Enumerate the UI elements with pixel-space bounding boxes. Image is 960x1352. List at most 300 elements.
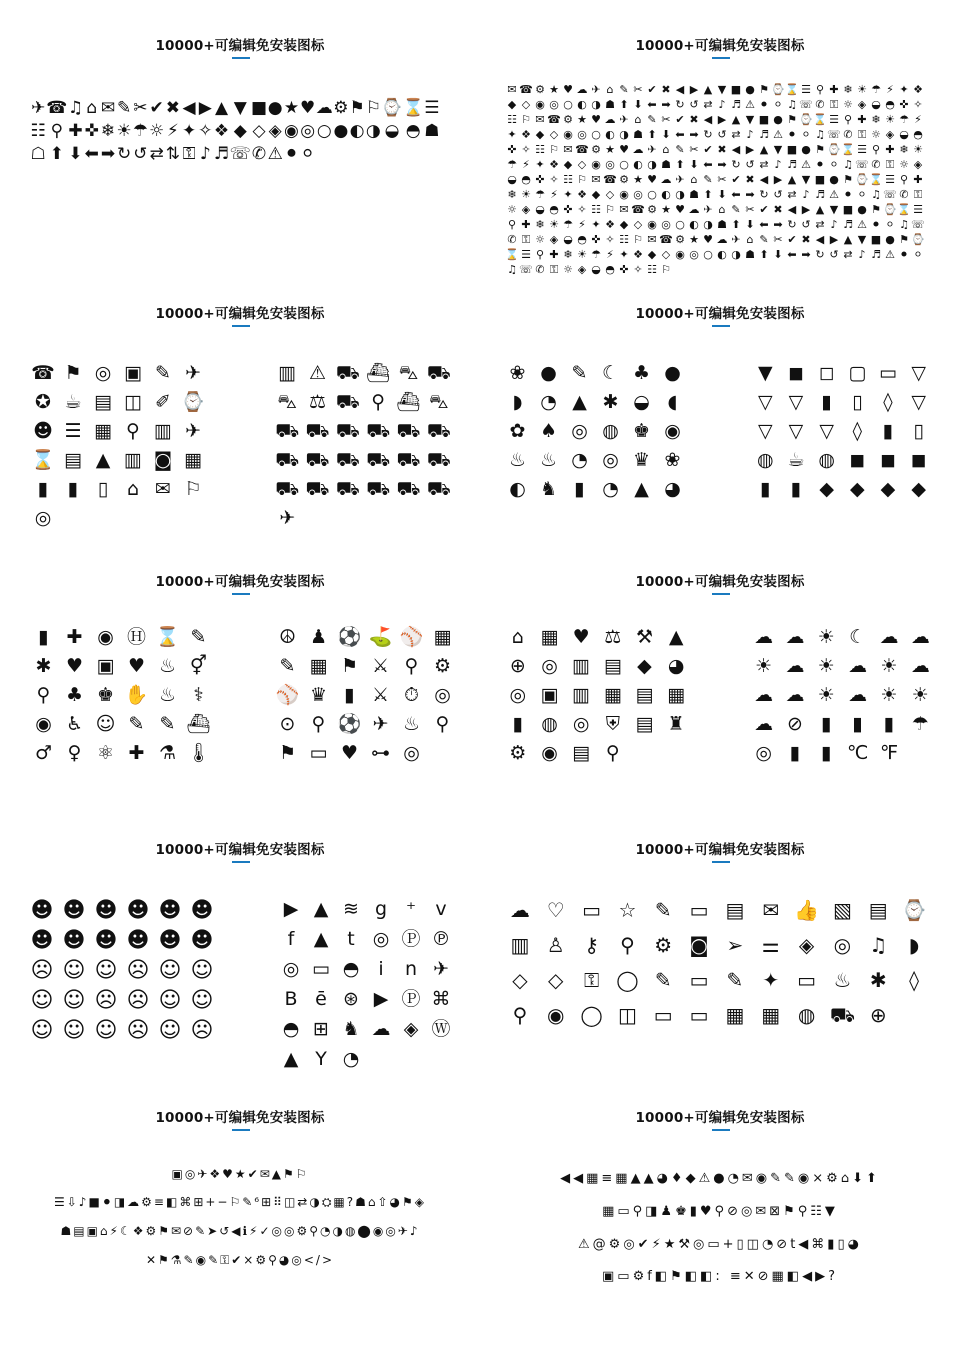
dense-web-icons-icon: ◉ [591, 158, 601, 171]
dense-web-icons-icon: ☼ [871, 128, 881, 141]
emoji-icons-icon: ☹ [126, 958, 150, 983]
medical-icons-icon: ⚥ [189, 655, 208, 677]
medical-icons-icon: ♂ [34, 742, 53, 764]
title-underline [232, 57, 250, 59]
dense-web-icons-icon: ⚑ [787, 113, 797, 126]
sport-icons-icon: ♨ [402, 713, 421, 735]
dense-web-icons-icon: ☀ [885, 113, 895, 126]
sport-icons-icon: ⚑ [278, 742, 297, 764]
drink-icons-icon: ▽ [758, 391, 773, 413]
food-icons-icon: ◔ [540, 391, 557, 413]
social-icons-icon: ◎ [372, 928, 390, 950]
dense-web-icons-icon: ☼ [843, 98, 853, 111]
dense-web-icons-icon: ❄ [871, 113, 881, 126]
general-ui-icons-icon: ↻ [117, 144, 132, 164]
dense-web-icons-icon: ⌚ [911, 233, 925, 246]
medical-icons-icon: ✚ [66, 626, 83, 648]
outline-icons-icon: ⌚ [901, 898, 927, 922]
emoji-icons-icon: ☺ [62, 988, 86, 1013]
dense-web-icons-icon: ✦ [899, 83, 909, 96]
office-icons-icon: ▮ [37, 478, 49, 500]
dense-web-icons-icon: ☂ [871, 83, 881, 96]
dense-web-icons-icon: ↻ [815, 248, 825, 261]
dense-web-icons-icon: ☰ [913, 203, 923, 216]
dense-web-icons-icon: ■ [730, 83, 742, 96]
dense-web-icons-icon: ◐ [577, 98, 587, 111]
food-icons-icon: ♣ [632, 362, 651, 384]
food-icons-icon: ◎ [571, 420, 588, 442]
dense-web-icons-icon: ↺ [829, 248, 839, 261]
dense-web-icons-icon: ★ [689, 233, 699, 246]
dense-web-icons-icon: ◆ [591, 188, 601, 201]
dense-web-icons-icon: ♪ [746, 128, 754, 141]
dense-web-icons-icon: ⌂ [634, 113, 642, 126]
dense-web-icons-icon: ⚿ [913, 188, 923, 201]
dense-web-icons-icon: ◑ [591, 98, 601, 111]
drink-icons-icon: ◆ [911, 478, 926, 500]
dense-web-icons-icon: ☷ [647, 263, 657, 276]
dense-web-icons-icon: ✂ [633, 83, 643, 96]
office-icons-icon: ▦ [184, 449, 202, 471]
dense-web-icons-icon: ☷ [591, 203, 601, 216]
office-icons-icon: ◎ [94, 362, 112, 384]
dense-web-icons-icon: ♪ [830, 218, 838, 231]
social-icons-icon: ⌘ [431, 988, 451, 1010]
dense-web-icons-icon: ✈ [731, 233, 741, 246]
dense-web-icons-icon: ♥ [619, 143, 629, 156]
dense-web-icons-icon: ⬆ [647, 128, 657, 141]
food-icons-icon: ♠ [539, 420, 558, 442]
social-icons-icon: ▲ [313, 928, 329, 950]
general-ui-icons-icon: ✎ [117, 98, 132, 118]
social-icons-icon: Y [315, 1048, 327, 1070]
dense-web-icons-icon: ↻ [731, 158, 741, 171]
weather-icons-icon: ☀ [817, 626, 835, 648]
icon-grid-emoji [26, 900, 218, 1042]
dense-web-icons-icon: ⚙ [535, 83, 545, 96]
general-ui-icons-icon: ◉ [284, 121, 299, 141]
dense-web-icons-icon: ⚫ [843, 188, 853, 201]
sport-icons-icon: ▦ [309, 655, 328, 677]
dense-web-icons-icon: ⇄ [787, 188, 797, 201]
weather-icons-icon: ☀ [880, 684, 898, 706]
transport-icons-icon: ⛟ [396, 478, 421, 500]
dense-web-icons-icon: ⌛ [813, 113, 827, 126]
sport-icons-icon: ⚲ [435, 713, 450, 735]
dense-web-icons-icon: ✧ [577, 203, 587, 216]
dense-web-icons-icon: ◑ [675, 188, 685, 201]
slide-title: 10000+可编辑免安装图标 [635, 38, 805, 54]
outline-icons-icon: ◗ [908, 933, 920, 957]
emoji-icons-icon: ☹ [30, 958, 54, 983]
dense-web-icons-icon: ✧ [549, 173, 559, 186]
general-ui-icons-icon: ◎ [300, 121, 316, 141]
general-ui-icons-icon: ✚ [68, 121, 83, 141]
social-icons-icon: ⊞ [313, 1018, 329, 1040]
general-ui-icons-icon: ⚲ [50, 121, 64, 141]
weather-icons-icon: ☁ [785, 684, 805, 706]
dense-web-icons-icon: ↺ [773, 188, 783, 201]
drink-icons-icon: ▼ [758, 362, 773, 384]
outline-icons-icon: ◇ [512, 968, 528, 992]
dense-web-icons-icon: ✧ [913, 98, 923, 111]
food-icons-icon: ◉ [664, 420, 681, 442]
dense-web-icons-icon: ⚐ [549, 143, 559, 156]
weather-icons-icon: ▮ [883, 713, 895, 735]
outline-icons-icon: ▧ [832, 898, 852, 922]
dense-web-icons-icon: ⌛ [841, 143, 855, 156]
title-underline [712, 57, 730, 59]
general-ui-icons-icon: ▲ [214, 98, 229, 118]
dense-web-icons-icon: ◉ [675, 248, 685, 261]
general-ui-icons-icon: ★ [283, 98, 300, 118]
food-icons-icon: ▲ [572, 391, 587, 413]
general-ui-icons-icon: ✆ [251, 144, 267, 164]
office-icons-icon: ⚲ [126, 420, 140, 442]
office-icons-icon: ✈ [185, 420, 201, 442]
dense-web-icons-icon: ✉ [647, 233, 657, 246]
drink-icons-icon: ▮ [821, 391, 832, 413]
outline-icons-icon: 👍 [794, 898, 820, 922]
dense-web-icons-icon: ⚪ [857, 188, 867, 201]
dense-web-icons-icon: ⬇ [773, 248, 783, 261]
sport-icons-icon: ◎ [403, 742, 420, 764]
medical-icons-icon: ⚲ [36, 684, 51, 706]
icon-grid-sport [272, 628, 458, 763]
icon-grid-dense [505, 84, 925, 275]
slide-title: 10000+可编辑免安装图标 [155, 842, 325, 858]
dense-web-icons-icon: ♥ [591, 113, 601, 126]
medical-icons-icon: ⚕ [193, 684, 204, 706]
outline-icons-icon: ◇ [548, 968, 564, 992]
finance-icons-icon: ▥ [572, 684, 591, 706]
icon-row-2: ▦▭⚲◨♟♚▮♥⚲⊘◎✉⊠⚑⚲☷▼ [602, 1204, 838, 1219]
transport-icons-icon: ⛟ [366, 449, 391, 471]
drink-icons-icon: ▽ [911, 391, 926, 413]
dense-web-icons-icon: ◓ [605, 263, 615, 276]
dense-web-icons-icon: ★ [605, 143, 615, 156]
general-ui-icons-icon: ⚿ [182, 144, 196, 164]
dense-web-icons-icon: ☀ [549, 218, 559, 231]
outline-icons-icon: ▤ [868, 898, 888, 922]
title-underline [712, 861, 730, 863]
medical-icons-icon: ✎ [128, 713, 145, 735]
dense-web-icons-icon: ✚ [857, 113, 867, 126]
general-ui-icons-icon: ⚠ [267, 144, 283, 164]
dense-web-icons-icon: ✈ [675, 173, 685, 186]
dense-web-icons-icon: ⚫ [787, 128, 797, 141]
dense-web-icons-icon: ✔ [759, 203, 769, 216]
office-icons-icon: ✪ [35, 391, 51, 413]
dense-web-icons-icon: ⚙ [647, 203, 657, 216]
general-ui-icons-icon: ☂ [132, 121, 149, 141]
general-ui-icons-icon: ◆ [233, 121, 247, 141]
slide-6 [480, 536, 960, 804]
dense-web-icons-icon: ⚠ [857, 218, 867, 231]
dense-web-icons-icon: ✜ [619, 263, 629, 276]
food-icons-icon: ◍ [602, 420, 619, 442]
weather-icons-icon: ☁ [848, 684, 868, 706]
food-icons-icon: ◐ [509, 478, 526, 500]
dense-web-icons-icon: ☰ [829, 113, 839, 126]
outline-icons-icon: ◈ [798, 933, 815, 957]
dense-web-icons-icon: ❄ [563, 248, 573, 261]
drink-icons-icon: ◻ [818, 362, 835, 384]
dense-web-icons-icon: ◆ [535, 128, 545, 141]
dense-web-icons-icon: ▲ [815, 203, 825, 216]
weather-icons-icon: ☂ [911, 713, 929, 735]
dense-web-icons-icon: ○ [619, 158, 629, 171]
dense-web-icons-icon: ◀ [759, 173, 769, 186]
dense-web-icons-icon: ◈ [549, 233, 559, 246]
dense-web-icons-icon: ▼ [745, 113, 755, 126]
emoji-icons-icon: ☹ [126, 988, 150, 1013]
icon-row-3: ☗▤▣⌂⚡☾❖⚙⚑✉⊘✎➤↺◀ℹ⚡✓◎◎⚙⚲◔◑◍⬤◉◎✈♪ [60, 1224, 420, 1238]
dense-web-icons-icon: ◎ [605, 158, 615, 171]
dense-web-icons-icon: ⚐ [661, 263, 671, 276]
dense-web-icons-icon: ✈ [647, 143, 657, 156]
dense-web-icons-icon: ☏ [855, 158, 869, 171]
dense-web-icons-icon: ⬇ [745, 218, 755, 231]
emoji-icons-icon: ☺ [62, 958, 86, 983]
dense-web-icons-icon: ☰ [885, 173, 895, 186]
dense-web-icons-icon: ■ [814, 173, 826, 186]
dense-web-icons-icon: ⚫ [759, 98, 769, 111]
dense-web-icons-icon: ✂ [773, 233, 783, 246]
dense-web-icons-icon: ☗ [745, 248, 755, 261]
dense-web-icons-icon: ♬ [759, 128, 769, 141]
office-icons-icon: ☕ [64, 391, 82, 413]
sport-icons-icon: ⚾ [275, 684, 300, 706]
office-icons-icon: ☎ [31, 362, 55, 384]
dense-web-icons-icon: ⬅ [731, 188, 741, 201]
dense-web-icons-icon: ❄ [899, 143, 909, 156]
sport-icons-icon: ⚽ [337, 626, 362, 648]
dense-web-icons-icon: ✖ [745, 173, 755, 186]
outline-icons-icon: ♙ [546, 933, 565, 957]
dense-web-icons-icon: ✦ [591, 218, 601, 231]
dense-web-icons-icon: ⚙ [563, 113, 573, 126]
weather-icons-icon: ◎ [755, 742, 772, 764]
dense-web-icons-icon: ⚿ [829, 98, 839, 111]
dense-web-icons-icon: ☰ [521, 248, 531, 261]
dense-web-icons-icon: ◒ [535, 203, 545, 216]
title-underline [712, 325, 730, 327]
finance-icons-icon: ⚒ [635, 626, 654, 648]
dense-web-icons-icon: ↺ [689, 98, 699, 111]
icon-row-4: ✕⚑⚗✎◉✎⚿✔×⚙⚲◕◎</> [145, 1253, 335, 1267]
food-icons-icon: ◗ [512, 391, 523, 413]
dense-web-icons-icon: ◉ [647, 218, 657, 231]
dense-web-icons-icon: ☂ [507, 158, 517, 171]
outline-icons-icon: ▦ [725, 1003, 745, 1027]
food-icons-icon: ❀ [509, 362, 526, 384]
social-icons-icon: t [347, 928, 355, 950]
food-icons-icon: ◔ [602, 478, 619, 500]
weather-icons-icon: ☁ [879, 626, 899, 648]
emoji-icons-icon: ☻ [158, 898, 182, 923]
social-icons-icon: Ⓦ [431, 1018, 451, 1040]
dense-web-icons-icon: ♫ [815, 128, 825, 141]
sport-icons-icon: ◎ [434, 684, 451, 706]
dense-web-icons-icon: ◇ [521, 98, 531, 111]
slide-title: 10000+可编辑免安装图标 [155, 574, 325, 590]
social-icons-icon: ☁ [371, 1018, 391, 1040]
dense-web-icons-icon: ⚪ [829, 158, 839, 171]
dense-web-icons-icon: ↻ [759, 188, 769, 201]
dense-web-icons-icon: ☏ [827, 128, 841, 141]
dense-web-icons-icon: ↺ [801, 218, 811, 231]
dense-web-icons-icon: ➡ [773, 218, 783, 231]
dense-web-icons-icon: ⌂ [718, 203, 726, 216]
outline-icons-icon: ◉ [547, 1003, 565, 1027]
dense-web-icons-icon: ◎ [689, 248, 699, 261]
emoji-icons-icon: ☺ [158, 958, 182, 983]
office-icons-icon: ▤ [64, 449, 82, 471]
dense-web-icons-icon: ✔ [731, 173, 741, 186]
food-icons-icon: ♨ [539, 449, 558, 471]
dense-web-icons-icon: ✜ [563, 203, 573, 216]
dense-web-icons-icon: ◑ [703, 218, 713, 231]
emoji-icons-icon: ☺ [190, 988, 214, 1013]
social-icons-icon: ◔ [342, 1048, 360, 1070]
social-icons-icon: ◓ [342, 958, 360, 980]
dense-web-icons-icon: ❖ [913, 83, 923, 96]
general-ui-icons-icon: ◓ [405, 121, 421, 141]
finance-icons-icon: ⚖ [604, 626, 622, 648]
dense-web-icons-icon: ❖ [605, 218, 615, 231]
dense-web-icons-icon: ♥ [703, 233, 713, 246]
medical-icons-icon: ◉ [97, 626, 114, 648]
dense-web-icons-icon: ▶ [689, 83, 699, 96]
general-ui-icons-icon: ✂ [133, 98, 148, 118]
dense-web-icons-icon: ★ [577, 113, 587, 126]
dense-web-icons-icon: ★ [549, 83, 559, 96]
dense-web-icons-icon: ⬅ [647, 98, 657, 111]
outline-icons-icon: ◯ [616, 968, 639, 992]
general-ui-icons-icon: ❄ [100, 121, 116, 141]
dense-web-icons-icon: ❄ [507, 188, 517, 201]
dense-web-icons-icon: ✖ [717, 143, 727, 156]
general-ui-icons-icon: ● [267, 98, 283, 118]
emoji-icons-icon: ☺ [158, 1018, 182, 1043]
weather-icons-icon: ▮ [821, 742, 832, 764]
dense-web-icons-icon: ⌚ [883, 203, 897, 216]
dense-web-icons-icon: ◐ [605, 128, 615, 141]
dense-web-icons-icon: ⚑ [815, 143, 825, 156]
sport-icons-icon: ▮ [344, 684, 355, 706]
weather-icons-icon: ☁ [754, 626, 774, 648]
food-icons-icon: ◕ [664, 478, 681, 500]
dense-web-icons-icon: ⬅ [675, 128, 685, 141]
finance-icons-icon: ▥ [572, 655, 591, 677]
icon-grid-medical [28, 628, 214, 763]
food-icons-icon: ♛ [632, 449, 651, 471]
general-ui-icons-icon: ↺ [133, 144, 148, 164]
dense-web-icons-icon: ⚫ [899, 248, 909, 261]
dense-web-icons-icon: ↻ [787, 218, 797, 231]
medical-icons-icon: ⚗ [158, 742, 177, 764]
general-ui-icons-icon: ⚪ [300, 144, 315, 164]
dense-web-icons-icon: ♪ [774, 158, 782, 171]
dense-web-icons-icon: ✉ [619, 203, 629, 216]
general-ui-icons-icon: ✈ [30, 98, 46, 118]
weather-icons-icon: ☁ [754, 713, 774, 735]
general-ui-icons-icon: ◐ [349, 121, 365, 141]
weather-icons-icon: ☁ [910, 655, 930, 677]
food-icons-icon: ● [540, 362, 557, 384]
office-icons-icon: ✐ [155, 391, 171, 413]
weather-icons-icon: ☁ [848, 655, 868, 677]
slide-10 [480, 1072, 960, 1340]
dense-web-icons-icon: ♪ [718, 98, 726, 111]
transport-icons-icon: ✈ [279, 507, 296, 529]
dense-web-icons-icon: ⚫ [815, 158, 825, 171]
general-ui-icons-icon: ♥ [300, 98, 316, 118]
outline-icons-icon: ✱ [869, 968, 887, 992]
dense-web-icons-icon: ✦ [507, 128, 517, 141]
dense-web-icons-icon: ✦ [619, 248, 629, 261]
drink-icons-icon: ◼ [910, 449, 927, 471]
social-icons-icon: ▶ [283, 898, 299, 920]
dense-web-icons-icon: ⚡ [914, 113, 922, 126]
dense-web-icons-icon: ✚ [829, 83, 839, 96]
dense-web-icons-icon: ✂ [717, 173, 727, 186]
dense-web-icons-icon: ◆ [563, 158, 573, 171]
dense-web-icons-icon: ✖ [689, 113, 699, 126]
dense-web-icons-icon: ☏ [883, 188, 897, 201]
dense-web-icons-icon: ♬ [731, 98, 741, 111]
office-icons-icon: ⌂ [126, 478, 140, 500]
general-ui-icons-icon: ☖ [30, 144, 46, 164]
medical-icons-icon: 🌡 [186, 742, 211, 764]
outline-icons-icon: ☁ [509, 898, 530, 922]
dense-web-icons-icon: ✈ [619, 113, 629, 126]
finance-icons-icon: ▣ [540, 684, 559, 706]
dense-web-icons-icon: ➡ [661, 98, 671, 111]
food-icons-icon: ◖ [667, 391, 678, 413]
dense-web-icons-icon: ● [801, 143, 811, 156]
dense-web-icons-icon: ▶ [801, 203, 811, 216]
outline-icons-icon: ➢ [726, 933, 744, 957]
dense-web-icons-icon: ➡ [801, 248, 811, 261]
drink-icons-icon: ◆ [819, 478, 834, 500]
social-icons-icon: ē [315, 988, 327, 1010]
dense-web-icons-icon: ⇄ [843, 248, 853, 261]
dense-web-icons-icon: ♬ [815, 188, 825, 201]
dense-web-icons-icon: ☎ [575, 143, 589, 156]
slide-title: 10000+可编辑免安装图标 [155, 306, 325, 322]
icon-grid-food [502, 364, 688, 499]
dense-web-icons-icon: ❖ [577, 188, 587, 201]
office-icons-icon: ✉ [155, 478, 171, 500]
emoji-icons-icon: ☻ [94, 928, 118, 953]
medical-icons-icon: ▮ [38, 626, 49, 648]
emoji-icons-icon: ☹ [190, 1018, 214, 1043]
dense-web-icons-icon: ⬅ [787, 248, 797, 261]
dense-web-icons-icon: ⬇ [661, 128, 671, 141]
dense-web-icons-icon: ⚿ [885, 158, 895, 171]
emoji-icons-icon: ☹ [94, 988, 118, 1013]
emoji-icons-icon: ☺ [30, 1018, 54, 1043]
dense-web-icons-icon: ⇄ [731, 128, 741, 141]
medical-icons-icon: ✎ [159, 713, 176, 735]
dense-web-icons-icon: ✈ [591, 83, 601, 96]
dense-web-icons-icon: ▼ [857, 233, 867, 246]
office-icons-icon: ▥ [154, 420, 172, 442]
dense-web-icons-icon: ➡ [689, 128, 699, 141]
general-ui-icons-icon: ♫ [67, 98, 84, 118]
